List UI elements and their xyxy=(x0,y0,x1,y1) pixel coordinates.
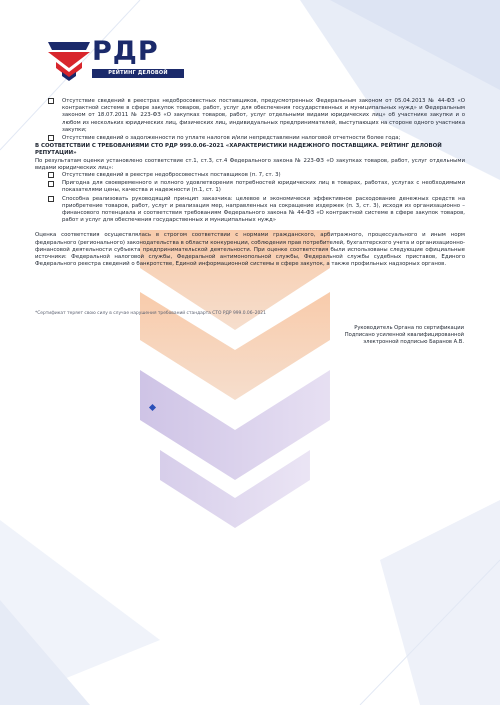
check-item-text: Отсутствие сведений в реестрах недобросовестных поставщиков, предусмотренных Федеральным законом от 05.04.2013 № 44-ФЗ «О контрактной системе в сфере закупок товаров, работ, услуг для обеспечения государственных и муниципальных нужд» и Федеральным законом от 18.07.2011 № 223-ФЗ «О закупках товаров, работ, услуг отдельными видами юридических лиц» об участнике закупки и о любом из нескольких юридических лиц, физических лиц, индивидуальных предпринимателей, выступающих на стороне одного участника закупки; xyxy=(62,98,465,133)
check-item xyxy=(35,135,465,142)
check-item xyxy=(35,196,465,225)
checkbox[interactable] xyxy=(48,98,54,104)
footnote: *Сертификат теряет свою силу в случае нарушения требований стандарта СТО РДР 999.0.06–2021 xyxy=(35,311,266,316)
signature-line: электронной подписью Баранов А.В. xyxy=(363,339,464,345)
checkbox[interactable] xyxy=(48,135,54,141)
signature-line: Подписано усиленной квалифицированной xyxy=(344,332,464,338)
logo-name: РДР xyxy=(92,36,159,67)
check-item xyxy=(35,172,465,179)
assessment-paragraph: Оценка соответствия осуществлялась в строгом соответствии с нормами гражданского, арбитражного, процессуального и иным норм федерального (регионального) законодательства в области конкуренции, соблюдения прав потребителей, бухгалтерского учета и организационно-финансовой деятельности субъекта предпринимательской деятельности. При оценке соответствия были использованы следующие официальные источники: Федеральной налоговой службы, Федеральной антимонопольной службы, Федеральной службы судебных приставов, Единого Федерального реестра сведений о банкротстве, Единой информационной системы в сфере закупок, а также профильных надзорных органов. xyxy=(35,232,465,268)
checkbox[interactable] xyxy=(48,181,54,187)
signature-line: Руководитель Органа по сертификации xyxy=(354,325,464,331)
checkbox[interactable] xyxy=(48,172,54,178)
check-item-text: Отсутствие сведений о задолженности по уплате налогов и/или непредставлении налоговой отчетности более года; xyxy=(62,135,401,142)
check-item xyxy=(35,98,465,134)
checkbox[interactable] xyxy=(48,196,54,202)
check-item-text: Пригодна для своевременного и полного удовлетворения потребностей юридических лиц в товарах, работах, услугах с необходимыми показателями цены, качества и надежности (п.1, ст. 1) xyxy=(62,180,465,194)
check-item-text: Способна реализовать руководящий принцип заказчика: целевое и экономически эффективное расходование денежных средств на приобретение товаров, работ, услуг и реализация мер, направленных на сокращение издержек (п. 3, ст. 3), исходя из организационно – финансового потенциала и соответствия требованиям Федерального закона № 44-ФЗ «О контрактной системе в сфере закупок товаров, работ и услуг для обеспечения государственных и муниципальных нужд» xyxy=(62,195,465,224)
section-heading: В СООТВЕТСТВИИ С ТРЕБОВАНИЯМИ СТО РДР 999.0.06–2021 «ХАРАКТЕРИСТИКИ НАДЕЖНОГО ПОСТАВЩИКА. РЕЙТИНГ ДЕЛОВОЙ РЕПУТАЦИИ» xyxy=(35,143,442,157)
logo-tagline: РЕЙТИНГ ДЕЛОВОЙ РЕПУТАЦИИ xyxy=(92,69,184,78)
signature-block xyxy=(264,325,464,346)
check-item-text: Отсутствие сведений в реестре недобросовестных поставщиков (п. 7, ст. 3) xyxy=(62,172,281,179)
check-item xyxy=(35,180,465,194)
section-intro: По результатам оценки установлено соответствие ст.1, ст.3, ст.4 Федерального закона № 223-ФЗ «О закупках товаров, работ, услуг отдельными видами юридических лиц»: xyxy=(35,157,465,171)
certificate-body xyxy=(35,98,465,268)
